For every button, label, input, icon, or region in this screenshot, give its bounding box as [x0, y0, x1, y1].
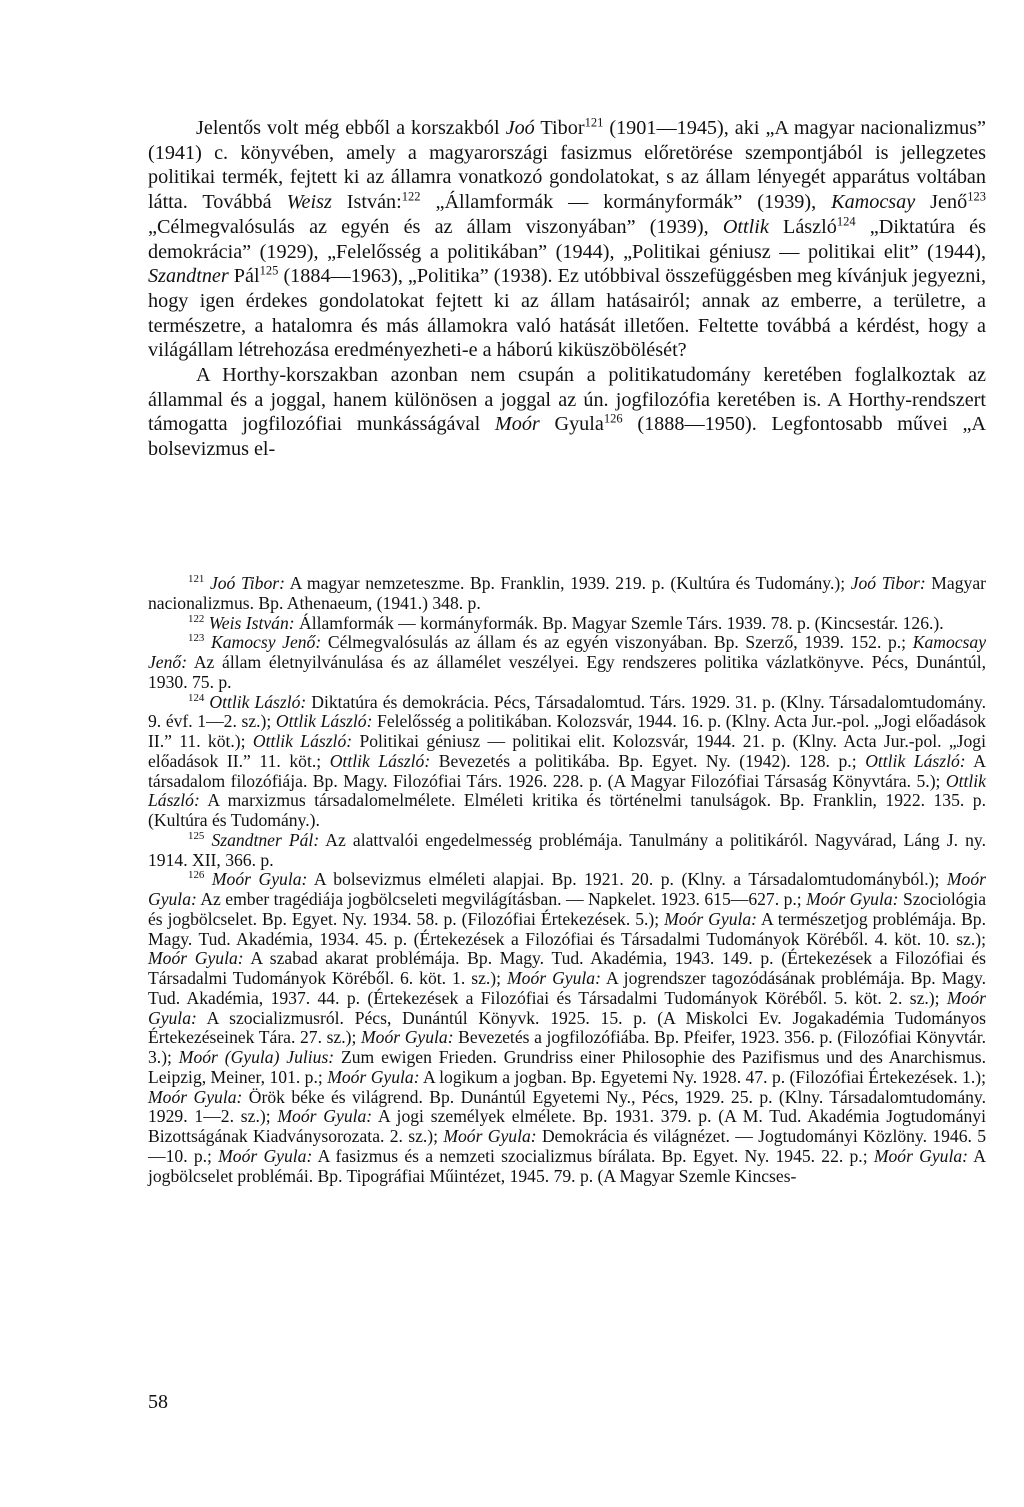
citation-text: Politikai géniusz — politikai elit. Kolozsvár, 1944. 21. p. (Klny. Acta Jur.-pol. „Jogi előadások II.” 11. köt.;	[148, 731, 986, 771]
citation-text: Bevezetés a jogfilozófiába. Bp. Pfeifer, 1923. 356. p. (Filozófiai Könyvtár. 3.);	[148, 1027, 987, 1067]
text-run: (1901—1945), aki „A magyar nacionalizmus” (1941) c. könyvében, amely a magyarországi fasizmus előretörése szempontjából is jellegzetes politikai termék, fejtett ki az államra vonatkozó gondolatokat, s az állam lényegét apparátus voltában látta. Továbbá	[148, 117, 986, 214]
citation-text: A jogrendszer tagozódásának problémája. Bp. Magy. Tud. Akadémia, 1937. 44. p. (Értekezések a Filozófiai és Társadalmi Tudományok Köréből. 5. köt. 2. sz.);	[148, 968, 986, 1008]
author-name: Kamocsay	[831, 191, 916, 214]
citation-author: Moór Gyula:	[148, 1086, 243, 1107]
citation-author: Moór Gyula:	[148, 948, 244, 969]
citation-author: Moór Gyula:	[806, 889, 899, 909]
citation-author: Kamocsay Jenő:	[148, 632, 986, 672]
citation-author: Weis István:	[208, 612, 295, 633]
citation-text: A társadalom filozófiája. Bp. Magy. Filozófiai Társ. 1926. 228. p. (A Magyar Filozófiai Társaság Könyvtára. 5.);	[148, 750, 986, 791]
text-run: Tibor	[534, 117, 585, 139]
citation-author: Moór Gyula:	[277, 1106, 373, 1127]
citation-text: Az alattvalói engedelmesség problémája. Tanulmány a politikáról. Nagyvárad, Láng J. ny. 1914. XII, 366. p.	[148, 829, 986, 870]
citation-author: Ottlik László:	[209, 691, 307, 712]
page-number: 58	[148, 1391, 168, 1413]
footnote-number: 121	[188, 573, 205, 586]
footnote-125	[148, 831, 986, 871]
footnote-number: 126	[188, 869, 205, 882]
citation-author: Moór Gyula:	[664, 908, 758, 929]
citation-text: Magyar nacionalizmus. Bp. Athenaeum, (1941.) 348. p.	[148, 573, 987, 613]
citation-author: Szandtner Pál:	[211, 829, 320, 850]
citation-author: Moór Gyula:	[327, 1066, 420, 1087]
footnote-124	[148, 693, 986, 831]
text-run: Jelentős volt még ebből a korszakból	[196, 117, 506, 139]
paragraph-2	[148, 363, 986, 462]
citation-text: Az állam életnyilvánulása és az államélet veszélyei. Egy rendszeres politika vázlatkönyve. Pécs, Dunántúl, 1930. 75. p.	[148, 652, 986, 692]
author-name: Joó	[505, 117, 535, 139]
footnote-ref-126: 126	[603, 411, 623, 426]
text-run: Gyula	[539, 413, 604, 436]
author-name: Ottlik	[722, 215, 769, 238]
citation-author: Ottlik László:	[275, 711, 373, 732]
citation-author: Joó Tibor:	[209, 573, 285, 593]
citation-author: Moór Gyula:	[361, 1027, 454, 1048]
text-run: (1888—1950). Legfontosabb művei „A bolsevizmus el-	[148, 413, 986, 461]
footnotes	[148, 574, 986, 1186]
citation-text: A jogi személyek elmélete. Bp. 1931. 379. p. (A M. Tud. Akadémia Jogtudományi Bizottságának Kiadványsorozata. 2. sz.);	[148, 1106, 986, 1146]
footnote-126	[148, 870, 986, 1186]
text-run: László	[768, 215, 837, 238]
footnote-ref-125: 125	[259, 263, 279, 278]
citation-text: A szocializmusról. Pécs, Dunántúl Könyvk. 1925. 15. p. (A Miskolci Ev. Jogakadémia Tudományos Értekezéseinek Tára. 27. sz.);	[148, 1007, 986, 1048]
citation-text: Szociológia és jogbölcselet. Bp. Egyet. Ny. 1934. 58. p. (Filozófiai Értekezések. 5.);	[148, 889, 987, 929]
citation-text: Az ember tragédiája jogbölcseleti megvilágításban. — Napkelet. 1923. 615—627. p.;	[196, 889, 807, 909]
footnote-number: 122	[188, 612, 205, 625]
footnote-ref-124: 124	[836, 214, 856, 229]
main-text	[148, 116, 986, 462]
text-run: Pál	[228, 265, 260, 288]
citation-author: Moór Gyula:	[873, 1145, 969, 1166]
citation-author: Ottlik László:	[329, 750, 431, 771]
citation-text: Felelősség a politikában. Kolozsvár, 1944. 16. p. (Klny. Acta Jur.-pol. „Jogi előadások II.” 11. köt.);	[148, 711, 986, 751]
footnote-number: 125	[188, 829, 205, 842]
citation-text: Bevezetés a politikába. Bp. Egyet. Ny. (1942). 128. p.;	[430, 750, 866, 771]
text-run: Jenő	[915, 191, 968, 214]
citation-author: Moór Gyula:	[148, 987, 986, 1028]
citation-author: Ottlik László:	[252, 731, 353, 751]
citation-text: Örök béke és világrend. Bp. Dunántúl Egyetemi Ny., Pécs, 1929. 25. p. (Klny. Társadalomtudomány. 1929. 1—2. sz.);	[148, 1086, 986, 1127]
citation-text: Diktatúra és demokrácia. Pécs, Társadalomtud. Társ. 1929. 31. p. (Klny. Társadalomtudomány. 9. évf. 1—2. sz.);	[148, 691, 986, 732]
citation-author: Ottlik László:	[148, 770, 986, 811]
footnote-123	[148, 633, 986, 692]
footnote-number: 123	[188, 632, 205, 645]
text-run: (1884—1963), „Politika” (1938). Ez utóbbival összefüggésben meg kívánjuk jegyezni, hogy igen érdekes gondolatokat fejtett ki az állam hatásairól; annak az emberre, a területre, a természetre, a hatalomra és más államokra való hatását illetően. Feltette továbbá a kérdést, hogy a világállam létrehozása eredményezheti-e a háború kiküszöbölését?	[148, 265, 986, 362]
citation-author: Joó Tibor:	[850, 573, 926, 593]
citation-text: A fasizmus és a nemzeti szocializmus bírálata. Bp. Egyet. Ny. 1945. 22. p.;	[312, 1145, 874, 1166]
text-run: István:	[331, 191, 402, 214]
footnote-ref-123: 123	[967, 189, 986, 204]
citation-text: A marxizmus társadalomelmélete. Elméleti kritika és történelmi tanulságok. Bp. Franklin, 1922. 135. p. (Kultúra és Tudomány.).	[148, 790, 986, 830]
footnote-ref-122: 122	[401, 189, 421, 204]
citation-author: Moór Gyula:	[443, 1126, 537, 1146]
text-run: „Diktatúra és demokrácia” (1929), „Felelősség a politikában” (1944), „Politikai géniusz — politikai elit” (1944),	[148, 215, 986, 263]
author-name: Moór	[494, 413, 540, 436]
citation-author: Moór Gyula:	[211, 869, 308, 890]
text-run: A Horthy-korszakban azonban nem csupán a politikatudomány keretében foglalkoztak az állammal és a joggal, hanem különösen a joggal az ún. jogfilozófia keretében is. A Horthy-rendszert támogatta jogfilozófiai munkásságával	[148, 364, 986, 436]
citation-text: A szabad akarat problémája. Bp. Magy. Tud. Akadémia, 1943. 149. p. (Értekezések a Filozófiai és Társadalmi Tudományok Köréből. 6. köt. 1. sz.);	[148, 948, 987, 988]
footnote-121	[148, 574, 986, 614]
author-name: Szandtner	[148, 265, 229, 288]
citation-author: Moór (Gyula) Julius:	[178, 1047, 335, 1067]
citation-text: A jogbölcselet problémái. Bp. Tipográfiai Műintézet, 1945. 79. p. (A Magyar Szemle Kincses-	[148, 1145, 986, 1186]
citation-author: Ottlik László:	[865, 750, 966, 771]
footnote-ref-121: 121	[584, 115, 604, 130]
paragraph-1	[148, 116, 986, 363]
text-run: „Célmegvalósulás az egyén és az állam viszonyában” (1939),	[148, 215, 723, 238]
citation-text: Zum ewigen Frieden. Grundriss einer Philosophie des Pazifismus und des Anarchismus. Leipzig, Meiner, 101. p.;	[148, 1047, 987, 1087]
citation-author: Moór Gyula:	[218, 1145, 313, 1166]
citation-author: Moór Gyula:	[148, 869, 986, 909]
footnote-number: 124	[188, 691, 205, 704]
citation-text: A logikum a jogban. Bp. Egyetemi Ny. 1928. 47. p. (Filozófiai Értekezések. 1.);	[419, 1066, 986, 1087]
citation-text: Államformák — kormányformák. Bp. Magyar Szemle Társ. 1939. 78. p. (Kincsestár. 126.).	[294, 612, 944, 633]
citation-text: A magyar nemzeteszme. Bp. Franklin, 1939. 219. p. (Kultúra és Tudomány.);	[284, 573, 851, 593]
text-run: „Államformák — kormányformák” (1939),	[420, 191, 832, 214]
footnote-122	[148, 614, 986, 634]
citation-author: Kamocsy Jenő:	[211, 632, 322, 653]
citation-text: A természetjog problémája. Bp. Magy. Tud. Akadémia, 1934. 45. p. (Értekezések a Filozófiai és Társadalmi Tudományok Köréből. 4. köt. 10. sz.);	[148, 908, 987, 949]
author-name: Weisz	[286, 191, 332, 214]
citation-text: Demokrácia és világnézet. — Jogtudományi Közlöny. 1946. 5—10. p.;	[148, 1126, 987, 1166]
citation-text: A bolsevizmus elméleti alapjai. Bp. 1921. 20. p. (Klny. a Társadalomtudományból.);	[307, 869, 947, 890]
citation-author: Moór Gyula:	[507, 968, 601, 988]
citation-text: Célmegvalósulás az állam és az egyén viszonyában. Bp. Szerző, 1939. 152. p.;	[321, 632, 913, 653]
